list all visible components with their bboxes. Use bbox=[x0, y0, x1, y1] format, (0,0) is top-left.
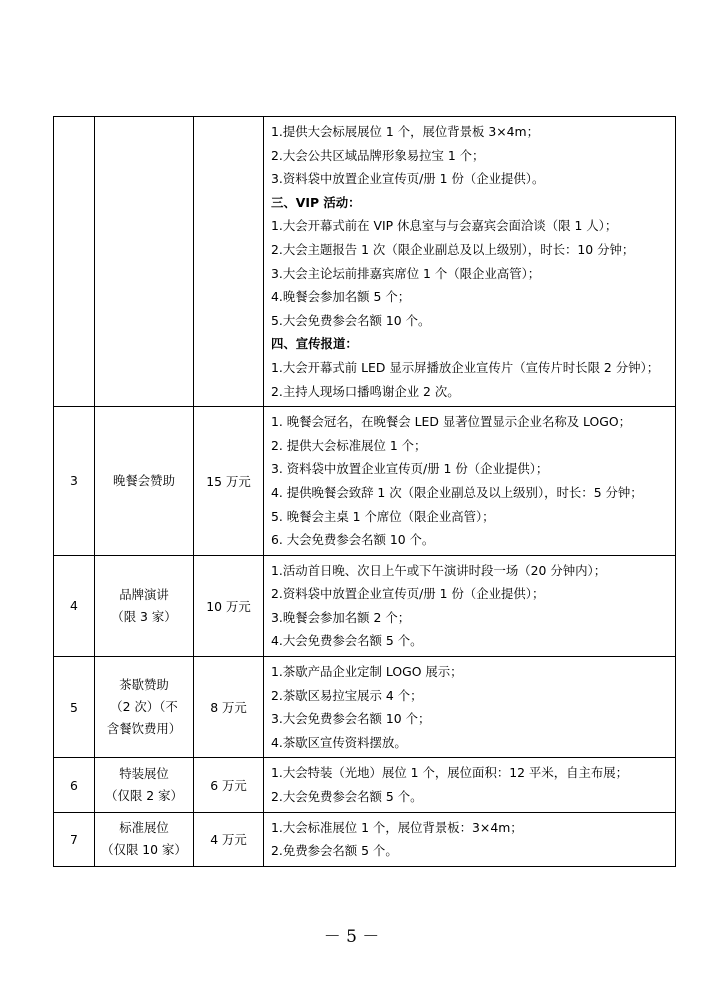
benefit-item: 2.大会免费参会名额 5 个。 bbox=[271, 789, 423, 805]
row-number: 5 bbox=[54, 657, 95, 758]
benefit-item: 2.主持人现场口播鸣谢企业 2 次。 bbox=[271, 383, 460, 399]
table-row bbox=[54, 758, 676, 812]
benefit-item: 1.提供大会标展展位 1 个，展位背景板 3×4m； bbox=[271, 124, 539, 139]
sponsor-item-name-line: （限 3 家） bbox=[111, 608, 177, 624]
row-number: 3 bbox=[54, 407, 95, 556]
benefit-list bbox=[264, 813, 675, 866]
sponsor-item-name-line: （仅限 2 家） bbox=[105, 788, 183, 804]
sponsor-price: 15 万元 bbox=[194, 407, 264, 556]
sponsor-item-name bbox=[95, 758, 194, 812]
table-row bbox=[54, 555, 676, 656]
benefit-item: 2.免费参会名额 5 个。 bbox=[271, 843, 398, 859]
benefit-item: 1.大会特装（光地）展位 1 个，展位面积：12 平米，自主布展； bbox=[271, 765, 629, 781]
benefit-item: 1.茶歇产品企业定制 LOGO 展示； bbox=[271, 664, 463, 680]
sponsor-item-name-line: （仅限 10 家） bbox=[101, 842, 187, 858]
sponsor-item-name bbox=[95, 117, 194, 407]
benefit-list bbox=[264, 657, 675, 757]
benefit-item: 4.大会免费参会名额 5 个。 bbox=[271, 633, 423, 649]
benefit-item: 1. 晚餐会冠名，在晚餐会 LED 显著位置显示企业名称及 LOGO； bbox=[271, 414, 632, 430]
sponsor-item-name bbox=[95, 555, 194, 656]
sponsorship-table bbox=[53, 116, 676, 867]
sponsor-benefits bbox=[264, 812, 676, 866]
benefit-section-heading: 三、VIP 活动： bbox=[271, 194, 361, 210]
benefit-item: 1.活动首日晚、次日上午或下午演讲时段一场（20 分钟内）； bbox=[271, 562, 607, 578]
benefit-item: 3.晚餐会参加名额 2 个； bbox=[271, 609, 411, 625]
row-number: 7 bbox=[54, 812, 95, 866]
sponsor-price: 8 万元 bbox=[194, 657, 264, 758]
benefit-section-heading: 四、宣传报道： bbox=[271, 336, 358, 352]
sponsor-price: 10 万元 bbox=[194, 555, 264, 656]
sponsor-item-name-line: 茶歇赞助 bbox=[119, 677, 169, 693]
benefit-item: 3.大会主论坛前排嘉宾席位 1 个（限企业高管）； bbox=[271, 265, 541, 281]
benefit-item: 4.晚餐会参加名额 5 个； bbox=[271, 289, 411, 305]
benefit-list bbox=[264, 117, 675, 406]
row-number: 4 bbox=[54, 555, 95, 656]
benefit-item: 2.资料袋中放置企业宣传页/册 1 份（企业提供）； bbox=[271, 586, 545, 602]
sponsor-benefits bbox=[264, 657, 676, 758]
sponsor-benefits bbox=[264, 758, 676, 812]
sponsor-item-name bbox=[95, 812, 194, 866]
table-row bbox=[54, 117, 676, 407]
benefit-item: 3.大会免费参会名额 10 个； bbox=[271, 711, 431, 727]
benefit-item: 2.大会公共区域品牌形象易拉宝 1 个； bbox=[271, 147, 485, 163]
benefit-item: 4. 提供晚餐会致辞 1 次（限企业副总及以上级别），时长：5 分钟； bbox=[271, 484, 643, 500]
row-number bbox=[54, 117, 95, 407]
benefit-list bbox=[264, 407, 675, 555]
sponsor-item-name-line: 标准展位 bbox=[119, 820, 169, 836]
sponsor-item-name-line: 含餐饮费用） bbox=[106, 721, 182, 737]
benefit-item: 4.茶歇区宣传资料摆放。 bbox=[271, 734, 407, 750]
sponsor-price bbox=[194, 117, 264, 407]
benefit-item: 1.大会开幕式前 LED 显示屏播放企业宣传片（宣传片时长限 2 分钟）； bbox=[271, 359, 660, 375]
table-body bbox=[54, 117, 676, 867]
benefit-list bbox=[264, 556, 675, 656]
page-number: － 5 － bbox=[323, 927, 380, 947]
table-row bbox=[54, 812, 676, 866]
benefit-list bbox=[264, 758, 675, 811]
benefit-item: 1.大会标准展位 1 个，展位背景板：3×4m； bbox=[271, 819, 523, 835]
benefit-item: 5. 晚餐会主桌 1 个席位（限企业高管）； bbox=[271, 508, 495, 524]
table-row bbox=[54, 407, 676, 556]
sponsor-item-name-line: 品牌演讲 bbox=[119, 586, 169, 602]
sponsor-item-name bbox=[95, 407, 194, 556]
row-number: 6 bbox=[54, 758, 95, 812]
benefit-item: 1.大会开幕式前在 VIP 休息室与与会嘉宾会面洽谈（限 1 人）； bbox=[271, 218, 618, 234]
benefit-item: 2.大会主题报告 1 次（限企业副总及以上级别），时长：10 分钟； bbox=[271, 241, 635, 257]
sponsor-item-name-line: 晚餐会赞助 bbox=[113, 472, 175, 488]
benefit-item: 3. 资料袋中放置企业宣传页/册 1 份（企业提供）； bbox=[271, 461, 549, 477]
sponsor-price: 4 万元 bbox=[194, 812, 264, 866]
sponsor-benefits bbox=[264, 555, 676, 656]
benefit-item: 6. 大会免费参会名额 10 个。 bbox=[271, 532, 435, 548]
sponsor-price: 6 万元 bbox=[194, 758, 264, 812]
sponsor-benefits bbox=[264, 117, 676, 407]
table-row bbox=[54, 657, 676, 758]
sponsor-item-name-line: 特装展位 bbox=[119, 766, 169, 782]
benefit-item: 2.茶歇区易拉宝展示 4 个； bbox=[271, 687, 423, 703]
benefit-item: 5.大会免费参会名额 10 个。 bbox=[271, 312, 431, 328]
sponsor-benefits bbox=[264, 407, 676, 556]
benefit-item: 3.资料袋中放置企业宣传页/册 1 份（企业提供）。 bbox=[271, 171, 545, 187]
sponsor-item-name bbox=[95, 657, 194, 758]
benefit-item: 2. 提供大会标准展位 1 个； bbox=[271, 437, 427, 453]
sponsor-item-name-line: （2 次）（不 bbox=[110, 699, 178, 715]
